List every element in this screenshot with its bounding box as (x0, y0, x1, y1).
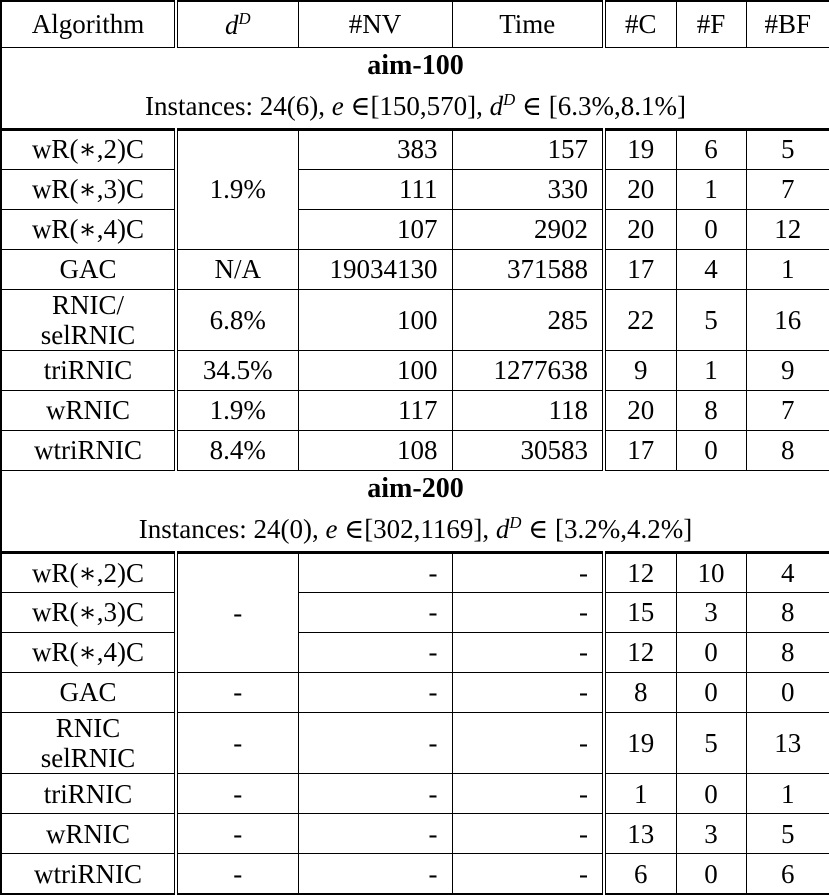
section-title: aim-200 (1, 470, 829, 506)
cell-f: 0 (676, 672, 746, 712)
table-row (1, 632, 829, 672)
cell-nv: 19034130 (298, 249, 452, 289)
cell-f: 3 (676, 814, 746, 854)
section-info-row (1, 506, 829, 552)
algorithm-name-line: selRNIC (40, 319, 136, 350)
cell-c: 1 (604, 774, 676, 814)
column-header-f: #F (676, 1, 746, 47)
cell-c: 22 (604, 289, 676, 350)
cell-time: 285 (452, 289, 604, 350)
cell-nv: - (298, 552, 452, 592)
cell-nv: - (298, 632, 452, 672)
density-superscript: D (503, 89, 516, 109)
algorithm-name-line: selRNIC (40, 743, 136, 774)
cell-density: - (176, 672, 298, 712)
cell-f: 4 (676, 249, 746, 289)
instances-count: Instances: 24(6), (145, 90, 325, 121)
edges-range: ∈[302,1169], (344, 514, 490, 545)
cell-algorithm: wRNIC (1, 814, 176, 854)
cell-bf: 8 (746, 592, 829, 632)
cell-f: 6 (676, 129, 746, 169)
cell-nv: - (298, 712, 452, 773)
table-row (1, 592, 829, 632)
edges-range: ∈[150,570], (350, 90, 483, 121)
table-row (1, 430, 829, 470)
cell-c: 20 (604, 209, 676, 249)
cell-c: 13 (604, 814, 676, 854)
cell-c: 17 (604, 249, 676, 289)
cell-time: - (452, 854, 604, 894)
cell-f: 1 (676, 169, 746, 209)
cell-algorithm: GAC (1, 249, 176, 289)
table-header (1, 1, 829, 47)
table-row (1, 289, 829, 350)
cell-density: N/A (176, 249, 298, 289)
cell-bf: 8 (746, 632, 829, 672)
cell-f: 0 (676, 854, 746, 894)
table-body (1, 47, 829, 894)
table-row (1, 854, 829, 894)
cell-c: 6 (604, 854, 676, 894)
cell-algorithm: wtriRNIC (1, 430, 176, 470)
cell-f: 5 (676, 289, 746, 350)
cell-bf: 5 (746, 129, 829, 169)
cell-f: 0 (676, 632, 746, 672)
cell-time: - (452, 774, 604, 814)
cell-c: 8 (604, 672, 676, 712)
section-title-row (1, 47, 829, 83)
table-row (1, 249, 829, 289)
density-range: ∈ [6.3%,8.1%] (522, 90, 686, 121)
cell-nv: 383 (298, 129, 452, 169)
cell-algorithm: wRNIC (1, 390, 176, 430)
cell-algorithm: wR(∗,2)C (1, 129, 176, 169)
cell-nv: - (298, 592, 452, 632)
cell-algorithm: wR(∗,4)C (1, 632, 176, 672)
cell-nv: - (298, 672, 452, 712)
cell-bf: 1 (746, 249, 829, 289)
cell-time: - (452, 672, 604, 712)
cell-nv: 100 (298, 350, 452, 390)
cell-time: 371588 (452, 249, 604, 289)
cell-c: 19 (604, 712, 676, 773)
cell-algorithm: wR(∗,2)C (1, 552, 176, 592)
cell-density: 1.9% (176, 129, 298, 249)
cell-time: - (452, 552, 604, 592)
section-instances-info (1, 506, 829, 552)
cell-c: 20 (604, 390, 676, 430)
cell-f: 0 (676, 430, 746, 470)
cell-nv: 117 (298, 390, 452, 430)
cell-bf: 0 (746, 672, 829, 712)
cell-density: - (176, 854, 298, 894)
cell-density: - (176, 774, 298, 814)
algorithm-name-line: RNIC/ (51, 289, 124, 320)
edges-symbol: e (331, 90, 344, 121)
cell-density: 6.8% (176, 289, 298, 350)
cell-algorithm: triRNIC (1, 350, 176, 390)
edges-symbol: e (325, 514, 338, 545)
cell-bf: 6 (746, 854, 829, 894)
cell-time: 2902 (452, 209, 604, 249)
table-row (1, 169, 829, 209)
cell-c: 17 (604, 430, 676, 470)
cell-density: - (176, 814, 298, 854)
column-header-algorithm: Algorithm (1, 1, 176, 47)
density-symbol: d (489, 90, 504, 121)
cell-time: - (452, 712, 604, 773)
cell-density: - (176, 552, 298, 672)
column-header-bf: #BF (746, 1, 829, 47)
table-row (1, 209, 829, 249)
cell-c: 12 (604, 632, 676, 672)
cell-f: 1 (676, 350, 746, 390)
cell-density: 8.4% (176, 430, 298, 470)
column-header-density (176, 1, 298, 47)
cell-density: - (176, 712, 298, 773)
cell-time: 330 (452, 169, 604, 209)
cell-nv: 107 (298, 209, 452, 249)
section-title-row (1, 470, 829, 506)
table-row (1, 390, 829, 430)
table-row (1, 712, 829, 773)
table-row (1, 129, 829, 169)
cell-bf: 9 (746, 350, 829, 390)
table-row (1, 552, 829, 592)
cell-time: 118 (452, 390, 604, 430)
cell-bf: 13 (746, 712, 829, 773)
table-row (1, 774, 829, 814)
column-header-time: Time (452, 1, 604, 47)
density-range: ∈ [3.2%,4.2%] (528, 514, 693, 545)
cell-nv: - (298, 854, 452, 894)
cell-bf: 1 (746, 774, 829, 814)
cell-nv: - (298, 814, 452, 854)
cell-algorithm: wR(∗,3)C (1, 169, 176, 209)
cell-f: 5 (676, 712, 746, 773)
cell-algorithm (1, 712, 176, 773)
cell-bf: 5 (746, 814, 829, 854)
header-row (1, 1, 829, 47)
cell-f: 0 (676, 774, 746, 814)
cell-nv: 111 (298, 169, 452, 209)
density-superscript: D (238, 8, 251, 28)
cell-f: 0 (676, 209, 746, 249)
cell-f: 10 (676, 552, 746, 592)
cell-nv: 108 (298, 430, 452, 470)
cell-f: 3 (676, 592, 746, 632)
instances-count: Instances: 24(0), (138, 514, 319, 545)
cell-bf: 8 (746, 430, 829, 470)
cell-algorithm: wtriRNIC (1, 854, 176, 894)
cell-bf: 16 (746, 289, 829, 350)
cell-density: 1.9% (176, 390, 298, 430)
cell-bf: 7 (746, 169, 829, 209)
cell-c: 12 (604, 552, 676, 592)
cell-density: 34.5% (176, 350, 298, 390)
column-header-c: #C (604, 1, 676, 47)
cell-time: - (452, 592, 604, 632)
cell-c: 9 (604, 350, 676, 390)
cell-nv: 100 (298, 289, 452, 350)
density-symbol: d (495, 514, 510, 545)
cell-algorithm: triRNIC (1, 774, 176, 814)
table-row (1, 672, 829, 712)
cell-f: 8 (676, 390, 746, 430)
cell-time: 1277638 (452, 350, 604, 390)
cell-time: - (452, 814, 604, 854)
cell-bf: 4 (746, 552, 829, 592)
table-row (1, 814, 829, 854)
cell-algorithm: GAC (1, 672, 176, 712)
cell-time: 30583 (452, 430, 604, 470)
density-superscript: D (509, 513, 522, 533)
cell-c: 19 (604, 129, 676, 169)
cell-algorithm: wR(∗,4)C (1, 209, 176, 249)
cell-time: 157 (452, 129, 604, 169)
section-info-row (1, 83, 829, 129)
section-title: aim-100 (1, 47, 829, 83)
column-header-nv: #NV (298, 1, 452, 47)
cell-bf: 7 (746, 390, 829, 430)
cell-algorithm (1, 289, 176, 350)
cell-nv: - (298, 774, 452, 814)
section-instances-info (1, 83, 829, 129)
table-row (1, 350, 829, 390)
cell-c: 15 (604, 592, 676, 632)
algorithm-name-line: RNIC (55, 712, 121, 743)
cell-time: - (452, 632, 604, 672)
density-symbol: d (224, 9, 239, 40)
cell-bf: 12 (746, 209, 829, 249)
cell-algorithm: wR(∗,3)C (1, 592, 176, 632)
cell-c: 20 (604, 169, 676, 209)
